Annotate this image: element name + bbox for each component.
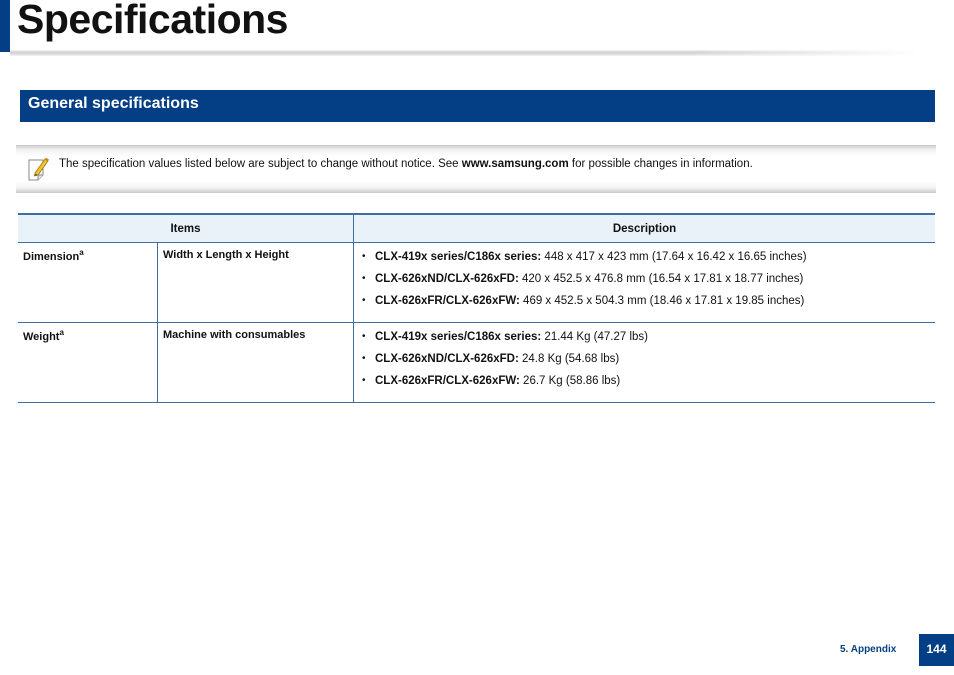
model-label: CLX-419x series/C186x series: <box>375 251 542 263</box>
spec-value: 420 x 452.5 x 476.8 mm (16.54 x 17.81 x 18.77 inches) <box>518 273 804 285</box>
specifications-table <box>18 213 935 403</box>
note-text-before: The specification values listed below are subject to change without notice. See <box>59 158 462 170</box>
model-label: CLX-626xND/CLX-626xFD: <box>375 353 519 365</box>
item-cell <box>18 243 158 323</box>
section-header <box>20 90 935 122</box>
note-box <box>16 145 936 193</box>
spec-value: 21.44 Kg (47.27 lbs) <box>541 331 648 343</box>
sub-item-cell: Machine with consumables <box>158 323 354 403</box>
spec-value: 26.7 Kg (58.86 lbs) <box>519 375 621 387</box>
list-item <box>359 268 930 290</box>
list-item <box>359 348 930 370</box>
model-label: CLX-626xFR/CLX-626xFW: <box>375 295 520 307</box>
list-item <box>359 290 930 312</box>
header-items: Items <box>18 214 354 243</box>
spec-value: 24.8 Kg (54.68 lbs) <box>518 353 620 365</box>
page-number-badge: 144 <box>919 634 954 666</box>
list-item <box>359 246 930 268</box>
note-pencil-icon <box>26 156 50 182</box>
note-text <box>59 158 753 170</box>
title-divider <box>10 50 920 56</box>
description-list <box>359 326 930 392</box>
model-label: CLX-419x series/C186x series: <box>375 331 542 343</box>
description-cell <box>354 243 936 323</box>
note-text-after: for possible changes in information. <box>568 158 753 170</box>
spec-value: 469 x 452.5 x 504.3 mm (18.46 x 17.81 x 19.85 inches) <box>519 295 805 307</box>
model-label: CLX-626xFR/CLX-626xFW: <box>375 375 520 387</box>
description-list <box>359 246 930 312</box>
table-row <box>18 323 935 403</box>
footnote-marker: a <box>79 248 84 257</box>
list-item <box>359 370 930 392</box>
table-header-row <box>18 214 935 243</box>
sub-item-cell: Width x Length x Height <box>158 243 354 323</box>
page-title: Specifications <box>17 0 288 42</box>
list-item <box>359 326 930 348</box>
chapter-label: 5. Appendix <box>840 644 897 655</box>
item-cell <box>18 323 158 403</box>
spec-value: 448 x 417 x 423 mm (17.64 x 16.42 x 16.65 inches) <box>541 251 807 263</box>
samsung-link[interactable]: www.samsung.com <box>461 158 569 170</box>
title-accent-bar <box>0 0 10 52</box>
item-label: Weight <box>23 331 60 343</box>
table-row <box>18 243 935 323</box>
footnote-marker: a <box>59 328 64 337</box>
section-title: General specifications <box>28 95 199 112</box>
item-label: Dimension <box>23 251 80 263</box>
model-label: CLX-626xND/CLX-626xFD: <box>375 273 519 285</box>
header-description: Description <box>354 214 936 243</box>
description-cell <box>354 323 936 403</box>
